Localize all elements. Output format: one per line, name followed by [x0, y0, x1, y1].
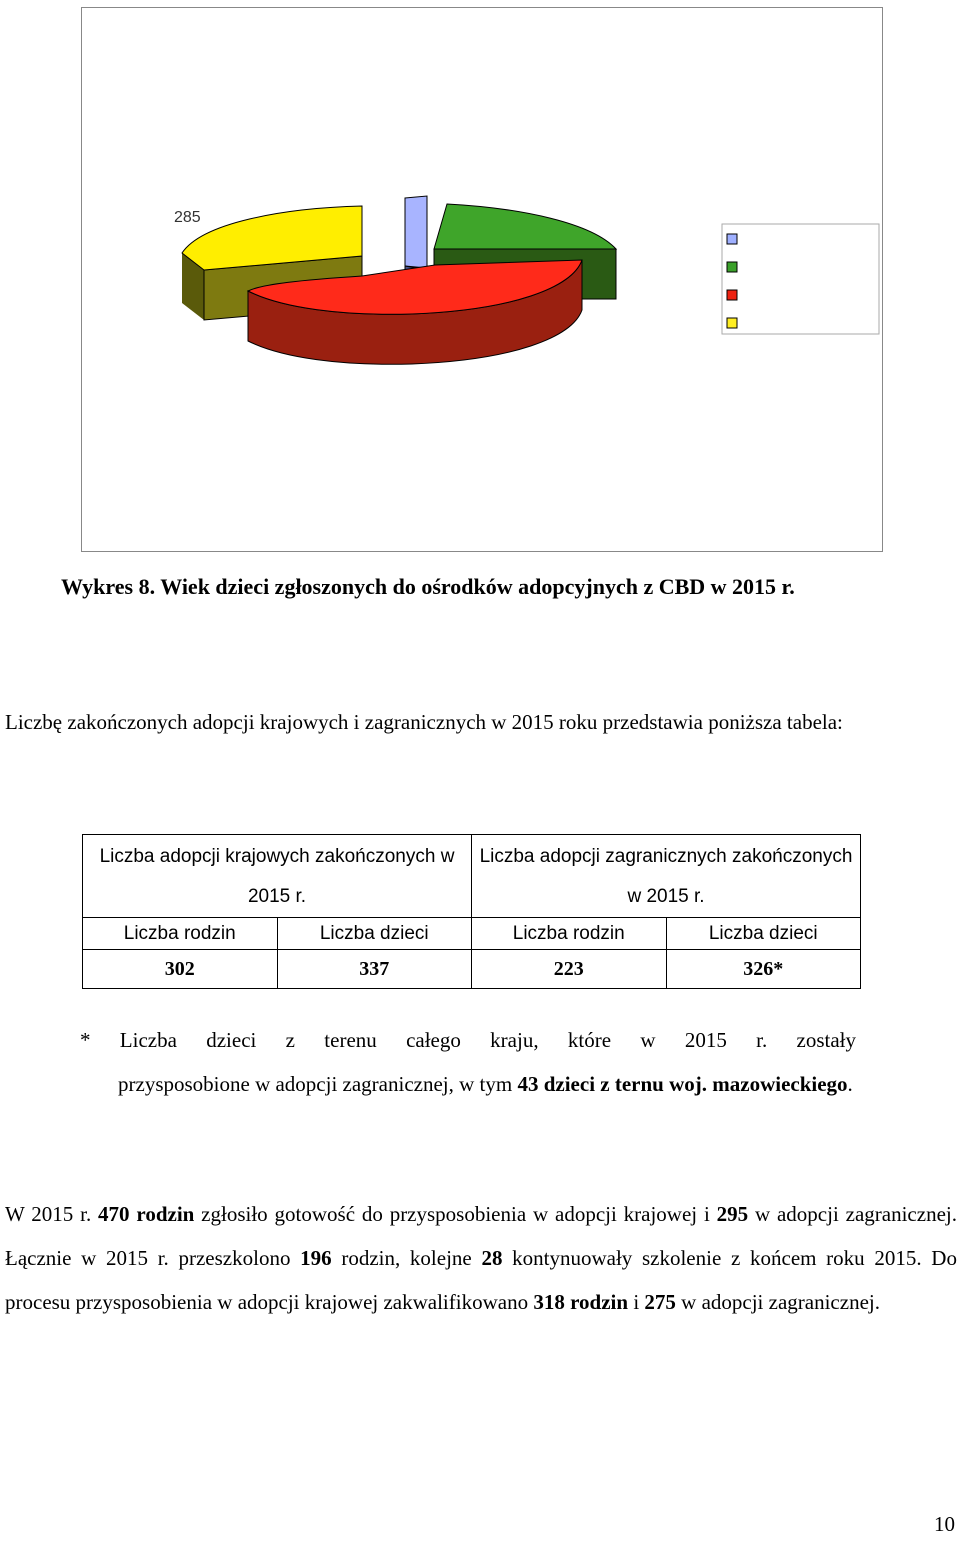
legend-swatch-green — [727, 262, 737, 272]
table-cell: 223 — [472, 950, 667, 989]
table-footnote — [80, 1018, 856, 1106]
adoptions-table — [82, 834, 861, 989]
col-header: Liczba dzieci — [277, 918, 472, 950]
table-cell: 302 — [83, 950, 278, 989]
legend-swatch-yellow — [727, 318, 737, 328]
col-header: Liczba rodzin — [83, 918, 278, 950]
legend-swatch-red — [727, 290, 737, 300]
footnote-continuation: przysposobione w adopcji zagranicznej, w tym 43 dzieci z ternu woj. mazowieckiego. — [118, 1072, 853, 1096]
pie-chart-3d — [82, 8, 884, 553]
footnote-line: * Liczba dzieci z terenu całego kraju, które w 2015 r. zostały — [80, 1028, 856, 1052]
intro-paragraph: Liczbę zakończonych adopcji krajowych i zagranicznych w 2015 roku przedstawia poniższa tabela: — [5, 710, 843, 734]
data-label: 285 — [174, 209, 201, 226]
figure-caption: Wykres 8. Wiek dzieci zgłoszonych do ośrodków adopcyjnych z CBD w 2015 r. — [61, 574, 795, 599]
table-cell: 337 — [277, 950, 472, 989]
page-number: 10 — [934, 1512, 955, 1536]
col-header: Liczba dzieci — [666, 918, 861, 950]
chart-frame — [81, 7, 883, 552]
chart-legend — [722, 224, 879, 334]
legend-swatch-blue — [727, 234, 737, 244]
header-foreign: Liczba adopcji zagranicznych zakończonych w 2015 r. — [472, 835, 861, 918]
col-header: Liczba rodzin — [472, 918, 667, 950]
table-cell: 326* — [666, 950, 861, 989]
summary-paragraph: W 2015 r. 470 rodzin zgłosiło gotowość do przysposobienia w adopcji krajowej i 295 w adopcji zagranicznej. Łącznie w 2015 r. przeszkolono 196 rodzin, kolejne 28 kontynuowały szkolenie z końcem roku 2015. Do procesu przysposobienia w adopcji krajowej zakwalifikowano 318 rodzin i 275 w adopcji zagranicznej. — [5, 1202, 957, 1314]
header-domestic: Liczba adopcji krajowych zakończonych w 2015 r. — [83, 835, 472, 918]
